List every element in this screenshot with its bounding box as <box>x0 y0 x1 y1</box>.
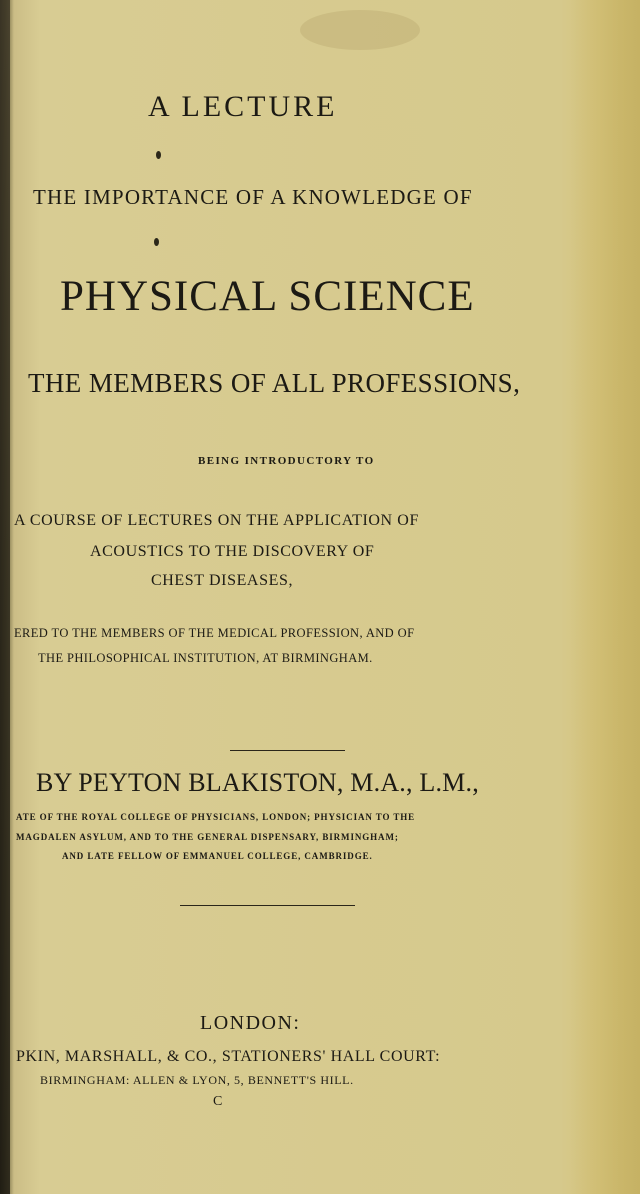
course-line: A COURSE OF LECTURES ON THE APPLICATION OF <box>14 512 419 529</box>
publisher-line: BIRMINGHAM: ALLEN & LYON, 5, BENNETT'S HILL. <box>40 1073 354 1087</box>
author-credential-line: MAGDALEN ASYLUM, AND TO THE GENERAL DISPENSARY, BIRMINGHAM; <box>16 832 399 842</box>
delivered-line: THE PHILOSOPHICAL INSTITUTION, AT BIRMINGHAM. <box>38 651 373 665</box>
subject-heading: PHYSICAL SCIENCE <box>60 273 475 320</box>
course-line: CHEST DISEASES, <box>151 572 294 589</box>
page-edge-shade <box>570 0 640 1194</box>
course-line: ACOUSTICS TO THE DISCOVERY OF <box>90 543 375 560</box>
introductory-label: BEING INTRODUCTORY TO <box>198 455 375 467</box>
ornament-dot <box>154 238 159 246</box>
subtitle-line-importance: THE IMPORTANCE OF A KNOWLEDGE OF <box>33 185 473 209</box>
divider-rule <box>230 750 345 751</box>
author-credential-line: ATE OF THE ROYAL COLLEGE OF PHYSICIANS, LONDON; PHYSICIAN TO THE <box>16 812 416 822</box>
signature-mark: C <box>213 1094 223 1109</box>
page-title: A LECTURE <box>148 90 338 123</box>
publisher-line: PKIN, MARSHALL, & CO., STATIONERS' HALL COURT: <box>16 1048 441 1065</box>
divider-rule <box>180 905 355 906</box>
ornament-dot <box>156 151 161 159</box>
author-name: BY PEYTON BLAKISTON, M.A., L.M., <box>36 768 479 797</box>
imprint-city: LONDON: <box>200 1012 301 1034</box>
author-credential-line: AND LATE FELLOW OF EMMANUEL COLLEGE, CAMBRIDGE. <box>62 851 373 861</box>
paper-stain <box>300 10 420 50</box>
subtitle-line-members: THE MEMBERS OF ALL PROFESSIONS, <box>28 368 521 398</box>
delivered-line: ERED TO THE MEMBERS OF THE MEDICAL PROFESSION, AND OF <box>14 626 415 640</box>
book-spine-shadow <box>0 0 10 1194</box>
